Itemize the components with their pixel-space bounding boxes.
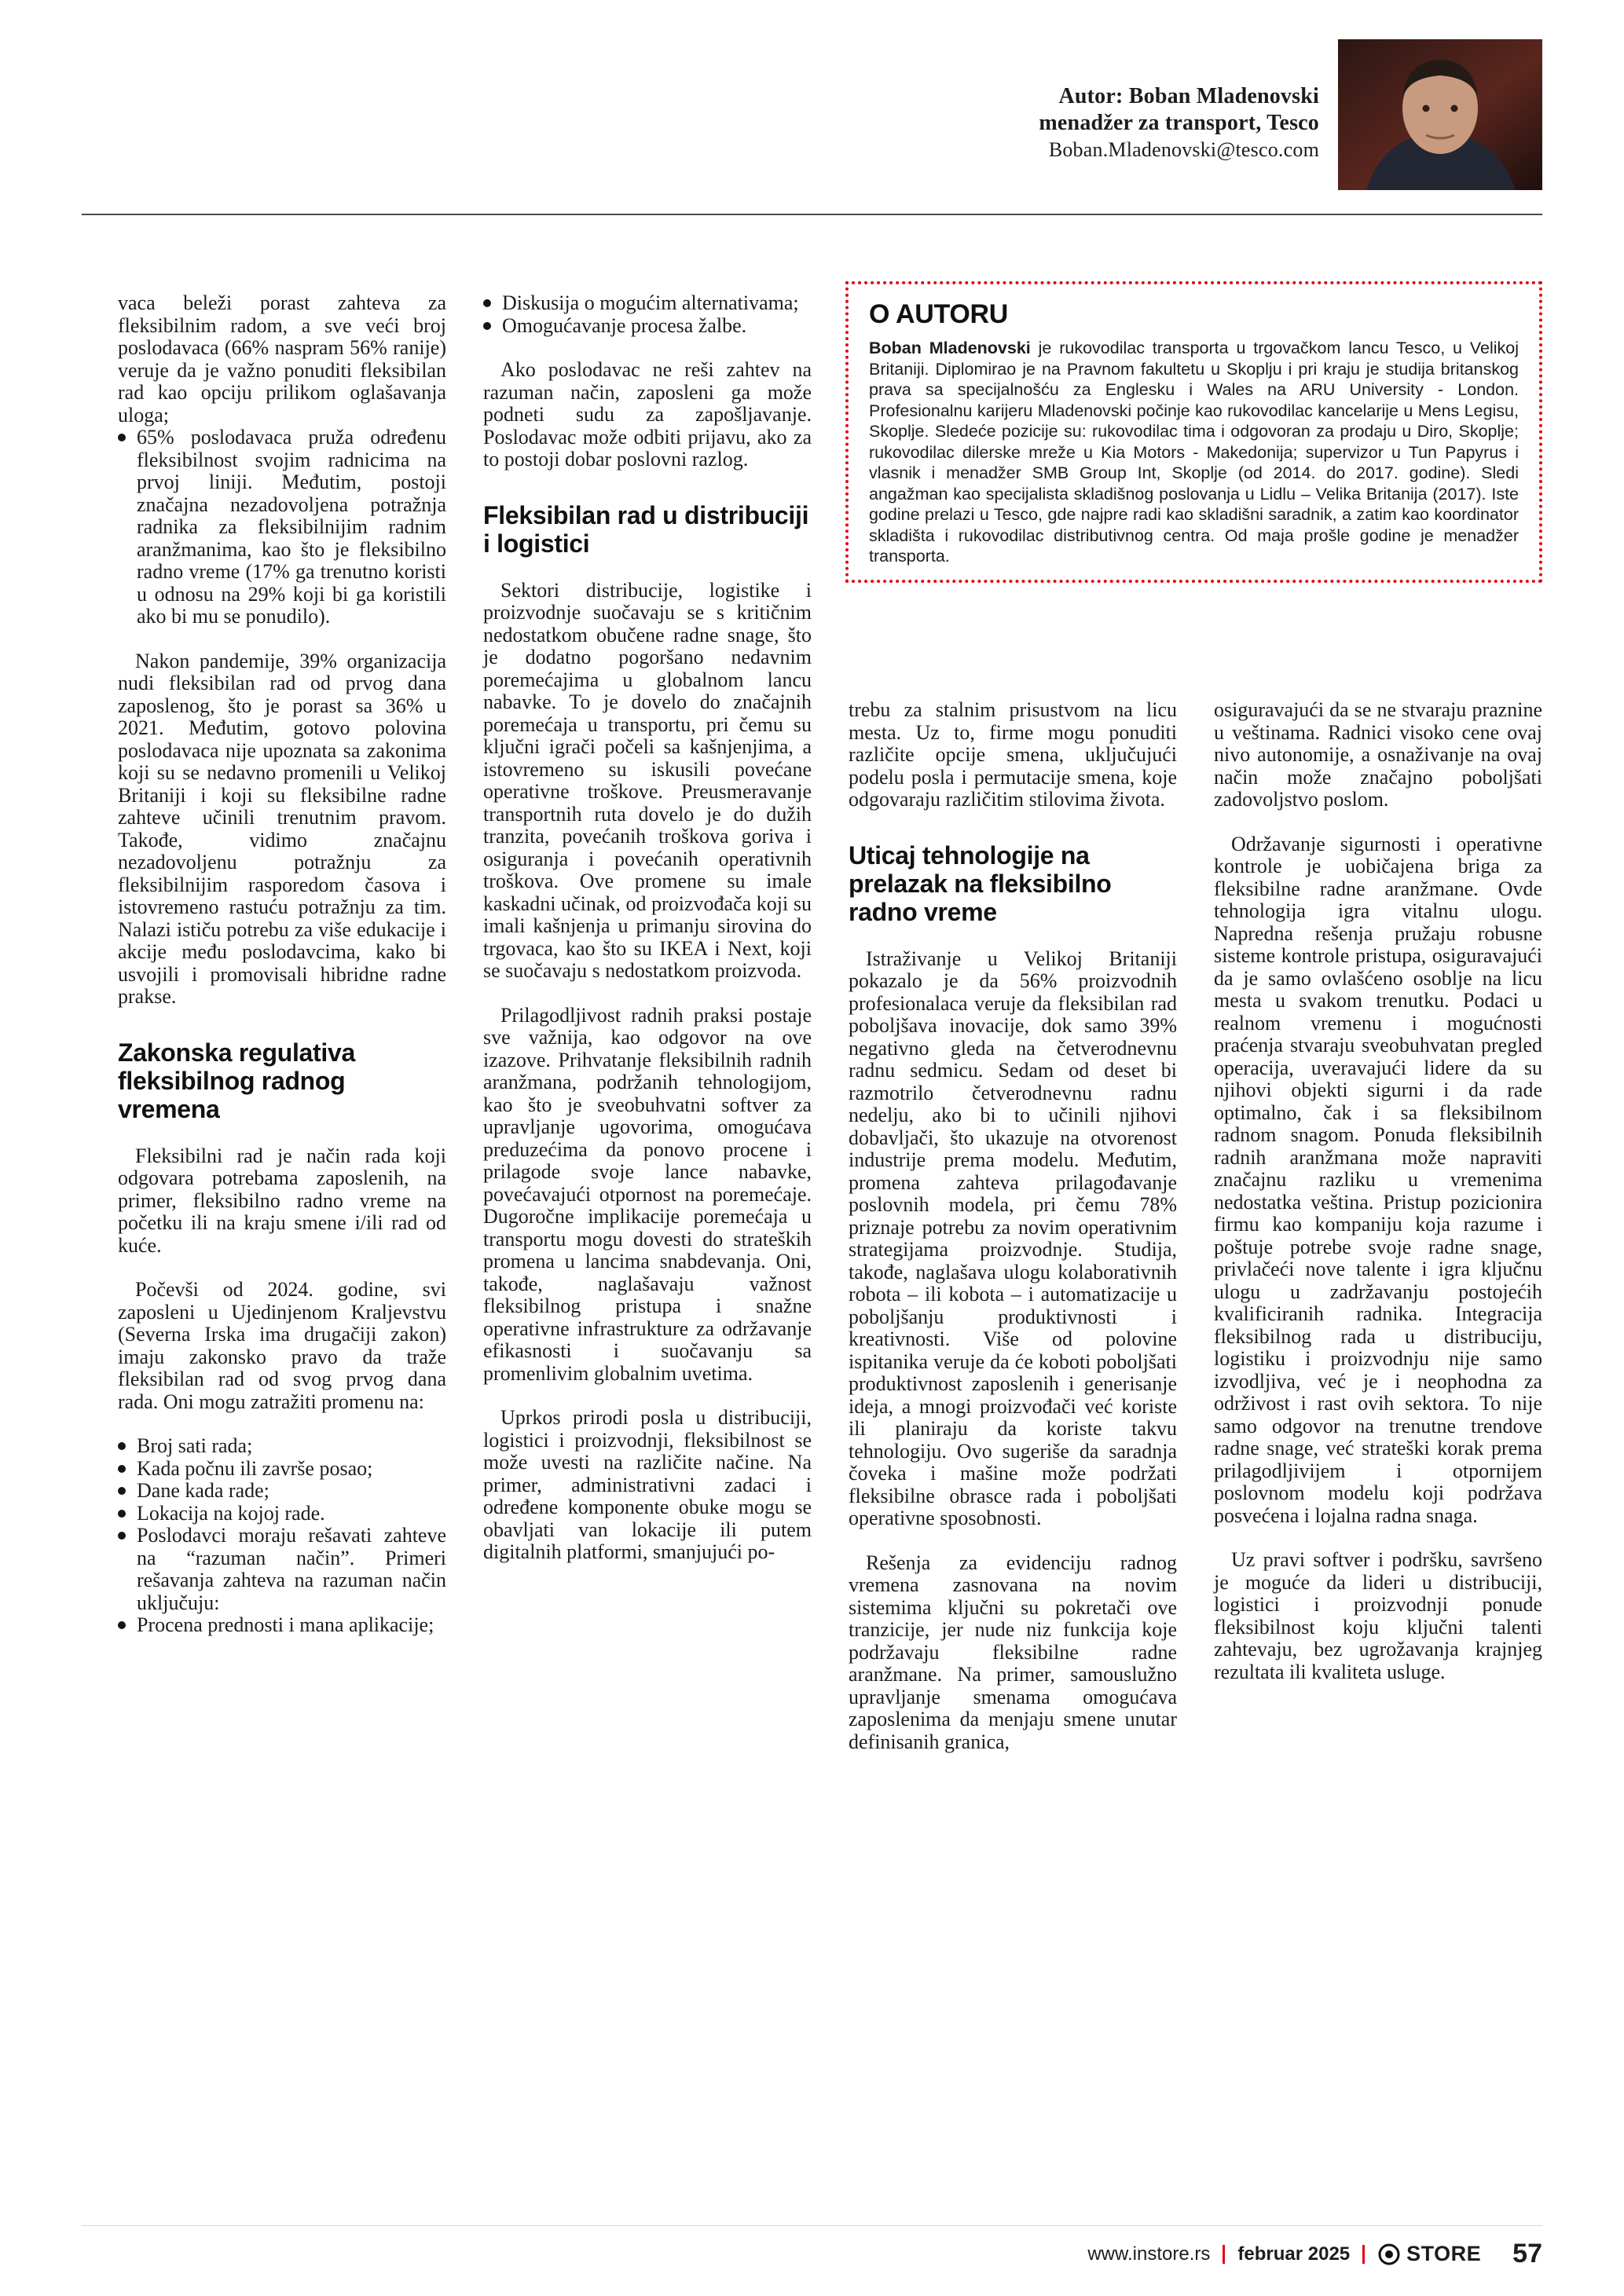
bullet-text: Poslodavci moraju rešavati zahteve na “razuman način”. Primeri rešavanja zahteva na razuman način uključuju:: [137, 1524, 446, 1614]
paragraph: Sektori distribucije, logistike i proizvodnje suočavaju se s kritičnim nedostatkom obučene radne snage, što je dodatno pogoršano nedavnim poremećajima u globalnom lancu nabavke. To je dovelo do značajnih poremećaja u transportu, pri čemu su ključni igrači počeli sa kašnjenjima, a istovremeno su iskusili povećane operativne troškove. Preusmeravanje transportnih ruta dovelo je do dužih tranzita, povećanih troškova goriva i osiguranja i povećanih operativnih troškova. Ove promene su imale kaskadni učinak, od proizvođača koji su imali kašnjenja u primanju sirovina do trgovaca, kao što su IKEA i Next, koji se suočavaju s nedostatkom proizvoda.: [483, 578, 812, 982]
bullet-item: [118, 427, 446, 628]
section-heading: Uticaj tehnologije na prelazak na fleksibilno radno vreme: [849, 840, 1112, 926]
paragraph: Rešenja za evidenciju radnog vremena zasnovana na novim sistemima ključni su pokretači ove tranzicije, jer nude niz funkcija koje podržavaju fleksibilne radne aranžmane. Na primer, samouslužno upravljanje smenama omogućava zaposlenima da menjaju smene unutar definisanih granica,: [849, 1551, 1177, 1753]
bullet-text: Lokacija na kojoj rade.: [137, 1501, 325, 1525]
bullet-dot-icon: [118, 1614, 137, 1637]
footer-brand: STORE: [1406, 2242, 1482, 2265]
about-author-bio: je rukovodilac transporta u trgovačkom lancu Tesco, u Velikoj Britaniji. Diplomirao je na Pravnom fakultetu u Skoplju i pri kraju je studija britanskog prava sa specijalnošću za Englesku i Wales na ARU University - London. Profesionalnu karijeru Mladenovski počinje kao rukovodilac kancelarije u Mens Legisu, Skoplje. Sledeće pozicije su: rukovodilac tima i odgovoran za prodaju u Diro, Skoplje; rukovodilac dilerske mreže u Kia Motors - Makedonija; supervizor u Tun Papyrus i vlasnik i menadžer SMB Group Int, Skoplje (od 2014. do 2017. godine). Sledi angažman kao specijalista skladišnog poslovanja u Lidlu – Velika Britanija (2017). Iste godine prelazi u Tesco, gde najpre radi kao skladišni saradnik, a zatim kao koordinator skladišta i rukovodilac distributivnog centra. Od maja prošle godine je menadžer transporta.: [869, 339, 1519, 566]
author-name: Autor: Boban Mladenovski: [1058, 84, 1319, 108]
instore-logo-icon: [1377, 2243, 1401, 2266]
bullet-text: Kada počnu ili završe posao;: [137, 1456, 373, 1480]
column-3: [849, 292, 1177, 1753]
paragraph: Nakon pandemije, 39% organizacija nudi fleksibilan rad od prvog dana zaposlenog, što je porast sa 36% u 2021. Međutim, gotovo polovina poslodavaca nije upoznata sa zakonima koji su se nedavno promenili u Velikoj Britaniji i koji su fleksibilne radne zahteve učinili trenutnim pravom. Takođe, vidimo značajnu nezadovoljenu potražnju za fleksibilnijim rasporedom časova i istovremeno rastuću potražnju za tim. Nalazi ističu potrebu za više edukacije i akcije među poslodavcima, kako bi usvojili i promovisali hibridne radne prakse.: [118, 649, 446, 1008]
bullet-text: Dane kada rade;: [137, 1479, 269, 1502]
bullet-item: [118, 1435, 446, 1458]
author-block: [1039, 39, 1319, 163]
author-photo: [1338, 39, 1542, 190]
paragraph: Održavanje sigurnosti i operativne kontrole je uobičajena briga za fleksibilne radne aranžmane. Ovde tehnologija igra vitalnu ulogu. Napredna rešenja pružaju robusne sisteme kontrole pristupa, osiguravajući da je samo ovlašćeno osoblje na licu mesta u svakom trenutku. Podaci u realnom vremenu i mogućnosti praćenja stvaraju sveobuhvatan pregled operacija, uveravajući lidere da su njihovi objekti sigurni i da rade optimalno, čak i sa fleksibilnom radnom snagom. Ponuda fleksibilnih radnih aranžmana može napraviti značajnu razliku u vremenima nedostatka veština. Pristup pozicionira firmu kao kompaniju koja razume i poštuje potrebe svoje radne snage, privlačeći nove talente i igra ključnu ulogu u zadržavanju postojećih kvalificiranih radnika. Integracija fleksibilnog rada u distribuciju, logistiku i proizvodnju nije samo izvodljiva, već je i neophodna za održivost i rast ovih sektora. To nije samo odgovor na trenutne trendove radne snage, već strateški korak prema prilagodljivijem i otpornijem poslovnom modelu koji podržava posvećena i lojalna radna snaga.: [1214, 832, 1542, 1527]
paragraph: Ako poslodavac ne reši zahtev na razuman način, zaposleni ga može podneti sudu za zapošljavanje. Poslodavac može odbiti prijavu, ako za to postoji dobar poslovni razlog.: [483, 358, 812, 471]
footer-divider: [1223, 2245, 1225, 2264]
paragraph: vaca beleži porast zahteva za fleksibilnim radom, a sve veći broj poslodavaca (66% naspram 56% ranije) veruje da je važno ponuditi fleksibilan rad kao opciju prilikom oglašavanja uloga;: [118, 291, 446, 427]
footer-site-url: www.instore.rs: [1087, 2243, 1211, 2265]
bullet-dot-icon: [483, 315, 502, 338]
author-photo-image: [1338, 39, 1542, 190]
paragraph: Uprkos prirodi posla u distribuciji, logistici i proizvodnji, fleksibilnost se može uvesti na različite načine. Na primer, administrativni zadaci i određene komponente obuke mogu se obavljati van lokacije ili putem digitalnih platformi, smanjujući po-: [483, 1406, 812, 1563]
section-heading: Fleksibilan rad u distribuciji i logistici: [483, 500, 809, 558]
bullet-text: Omogućavanje procesa žalbe.: [502, 313, 747, 337]
bullet-dot-icon: [118, 1435, 137, 1458]
paragraph: osiguravajući da se ne stvaraju praznine u veštinama. Radnici visoko cene ovaj nivo autonomije, a osnaživanje na ovaj način može značajno poboljšati zadovoljstvo poslom.: [1214, 698, 1542, 811]
author-email: Boban.Mladenovski@tesco.com: [1048, 138, 1319, 161]
bullet-dot-icon: [118, 1458, 137, 1481]
about-author-name: Boban Mladenovski: [869, 339, 1031, 357]
paragraph: Počevši od 2024. godine, svi zaposleni u Ujedinjenom Kraljevstvu (Severna Irska ima drugačiji zakon) imaju zakonsko pravo da traže fleksibilan rad od svog prvog dana rada. Oni mogu zatražiti promenu na:: [118, 1278, 446, 1413]
footer-divider: [1362, 2245, 1365, 2264]
page-footer: [82, 2225, 1542, 2269]
column-4: [1214, 292, 1542, 1683]
bullet-text: Broj sati rada;: [137, 1434, 253, 1457]
bullet-text: 65% poslodavaca pruža određenu fleksibilnost svojim radnicima na prvoj liniji. Međutim, postoji značajna nezadovoljena potražnja radnika za fleksibilnijim radnim aranžmanima, kao što je fleksibilno radno vreme (17% ga trenutno koristi u odnosu na 29% koji bi ga koristili ako bi mu se ponudilo).: [137, 426, 446, 628]
bullet-dot-icon: [483, 292, 502, 315]
page-header: [1039, 39, 1542, 190]
paragraph: Fleksibilni rad je način rada koji odgovara potrebama zaposlenih, na primer, fleksibilno radno vreme na početku ili na kraju smene i/ili rad od kuće.: [118, 1144, 446, 1257]
bullet-text: Procena prednosti i mana aplikacije;: [137, 1613, 434, 1636]
column-2: [483, 292, 812, 1564]
bullet-text: Diskusija o mogućim alternativama;: [502, 291, 799, 314]
author-title: menadžer za transport, Tesco: [1039, 111, 1319, 135]
paragraph: trebu za stalnim prisustvom na licu mesta. Uz to, firme mogu ponuditi različite opcije smena, uključujući podelu posla i permutacije smena, koje odgovaraju različitim stilovima života.: [849, 698, 1177, 811]
paragraph: Prilagodljivost radnih praksi postaje sve važnija, kao odgovor na ove izazove. Prihvatanje fleksibilnih radnih aranžmana, podržanih tehnologijom, kao što je sveobuhvatni softver za upravljanje ugovorima, omogućava preduzećima da ponovo procene i prilagode svoje lance nabavke, povećavajući otpornost na poremećaje. Dugoročne implikacije poremećaja u transportu mogu dovesti do strateških promena u lancima snabdevanja. Oni, takođe, naglašavaju važnost fleksibilnog pristupa i snažne operativne infrastrukture za održavanje efikasnosti i suočavanju sa promenlivim globalnim uvetima.: [483, 1003, 812, 1385]
bullet-item: [118, 1458, 446, 1481]
paragraph: Istraživanje u Velikoj Britaniji pokazalo je da 56% proizvodnih profesionalaca veruje da fleksibilan rad poboljšava inovacije, dok samo 39% negativno gleda na četverodnevnu radnu sedmicu. Sedam od deset bi razmotrilo četverodnevnu radnu nedelju, ako bi to učinili njihovi dobavljači, što ukazuje na otvorenost industrije prema modelu. Međutim, promena zahteva prilagođavanje poslovnih modela, pri čemu 78% priznaje potrebu za novim operativnim strategijama proizvodnje. Studija, takođe, naglašava ulogu kolaborativnih robota – ili kobota – i automatizacije u poboljšanju produktivnosti i kreativnosti. Više od polovine ispitanika veruje da će koboti poboljšati produktivnost zaposlenih i generisanje ideja, a mnogi proizvođači već koriste ili planiraju da koriste takvu tehnologiju. Ovo sugeriše da saradnja čoveka i mašine može podržati fleksibilne obrasce rada i poboljšati operativne sposobnosti.: [849, 947, 1177, 1529]
paragraph: Uz pravi softver i podršku, savršeno je moguće da lideri u distribuciji, logistici i proizvodnji ponude fleksibilnost koju ključni talenti zahtevaju, bez ugrožavanja krajnjeg rezultata ili kvaliteta usluge.: [1214, 1548, 1542, 1683]
about-box-title: O AUTORU: [869, 299, 1009, 329]
footer-date: februar 2025: [1237, 2243, 1351, 2265]
column-1: [118, 292, 446, 1637]
bullet-dot-icon: [118, 427, 137, 628]
bullet-item: [118, 1503, 446, 1525]
header-divider: [82, 214, 1542, 215]
section-heading: Zakonska regulativa fleksibilnog radnog vremena: [118, 1038, 355, 1123]
bullet-item: [483, 315, 812, 338]
bullet-dot-icon: [118, 1525, 137, 1614]
bullet-item: [483, 292, 812, 315]
bullet-dot-icon: [118, 1480, 137, 1503]
bullet-dot-icon: [118, 1503, 137, 1525]
bullet-item: [118, 1480, 446, 1503]
page-number: 57: [1512, 2239, 1542, 2269]
bullet-item: [118, 1525, 446, 1614]
store-logo: [1377, 2242, 1481, 2266]
bullet-item: [118, 1614, 446, 1637]
